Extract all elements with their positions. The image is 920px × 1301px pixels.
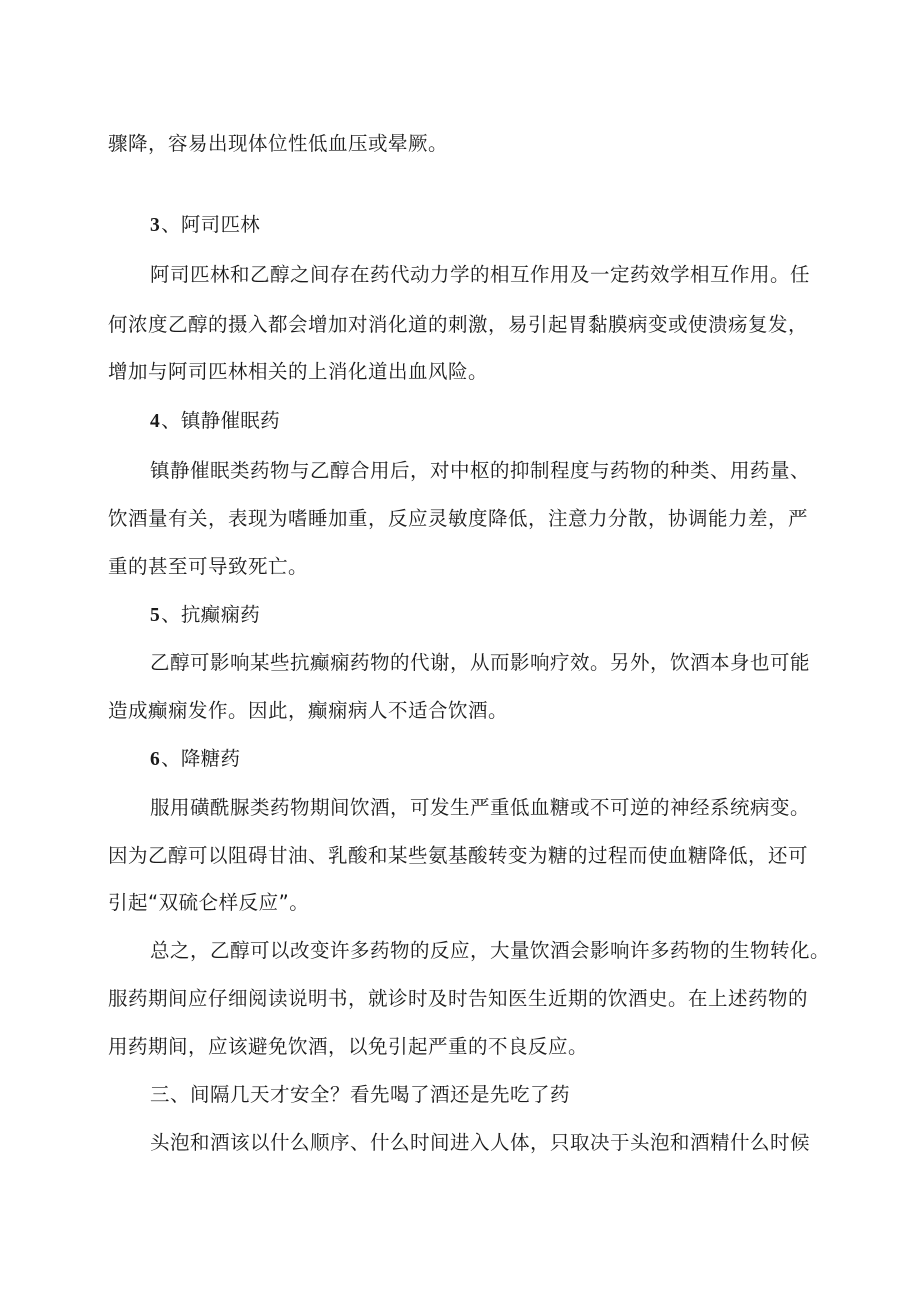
paragraph-line: 总之，乙醇可以改变许多药物的反应，大量饮酒会影响许多药物的生物转化。 <box>150 939 831 962</box>
paragraph-line: 引起“双硫仑样反应”。 <box>108 891 310 914</box>
paragraph-line: 阿司匹林和乙醇之间存在药代动力学的相互作用及一定药效学相互作用。任 <box>150 263 811 286</box>
heading-number: 6 <box>150 749 161 770</box>
section-heading-antiepileptics <box>150 603 260 628</box>
heading-title: 、抗癫痫药 <box>161 603 261 626</box>
section-heading-hypoglycemics <box>150 747 240 772</box>
heading-number: 3 <box>150 215 161 236</box>
paragraph-line: 用药期间，应该避免饮酒，以免引起严重的不良反应。 <box>108 1035 589 1058</box>
paragraph-line: 重的甚至可导致死亡。 <box>108 555 309 578</box>
heading-title: 、阿司匹林 <box>161 213 261 236</box>
paragraph-line: 服用磺酰脲类药物期间饮酒，可发生严重低血糖或不可逆的神经系统病变。 <box>150 796 811 819</box>
paragraph-line: 增加与阿司匹林相关的上消化道出血风险。 <box>108 360 489 383</box>
paragraph-line: 造成癫痫发作。因此，癫痫病人不适合饮酒。 <box>108 699 509 722</box>
section-heading-aspirin <box>150 213 260 238</box>
heading-title: 、降糖药 <box>161 747 241 770</box>
paragraph-line: 头泡和酒该以什么顺序、什么时间进入人体，只取决于头泡和酒精什么时候 <box>150 1131 811 1154</box>
paragraph-line: 因为乙醇可以阻碍甘油、乳酸和某些氨基酸转变为糖的过程而使血糖降低，还可 <box>108 844 809 867</box>
paragraph-line: 镇静催眠类药物与乙醇合用后，对中枢的抑制程度与药物的种类、用药量、 <box>150 459 811 482</box>
paragraph-line: 乙醇可影响某些抗癫痫药物的代谢，从而影响疗效。另外，饮酒本身也可能 <box>150 651 811 674</box>
paragraph-line: 饮酒量有关，表现为嗜睡加重，反应灵敏度降低，注意力分散，协调能力差，严 <box>108 507 809 530</box>
section-heading-sedatives <box>150 409 280 434</box>
section-heading-interval: 三、间隔几天才安全？看先喝了酒还是先吃了药 <box>150 1083 571 1106</box>
heading-title: 、镇静催眠药 <box>161 409 280 432</box>
paragraph-line: 骤降，容易出现体位性低血压或晕厥。 <box>108 132 449 155</box>
heading-number: 5 <box>150 605 161 626</box>
paragraph-line: 何浓度乙醇的摄入都会增加对消化道的刺激，易引起胃黏膜病变或使溃疡复发， <box>108 313 809 336</box>
heading-number: 4 <box>150 411 161 432</box>
paragraph-line: 服药期间应仔细阅读说明书，就诊时及时告知医生近期的饮酒史。在上述药物的 <box>108 987 809 1010</box>
